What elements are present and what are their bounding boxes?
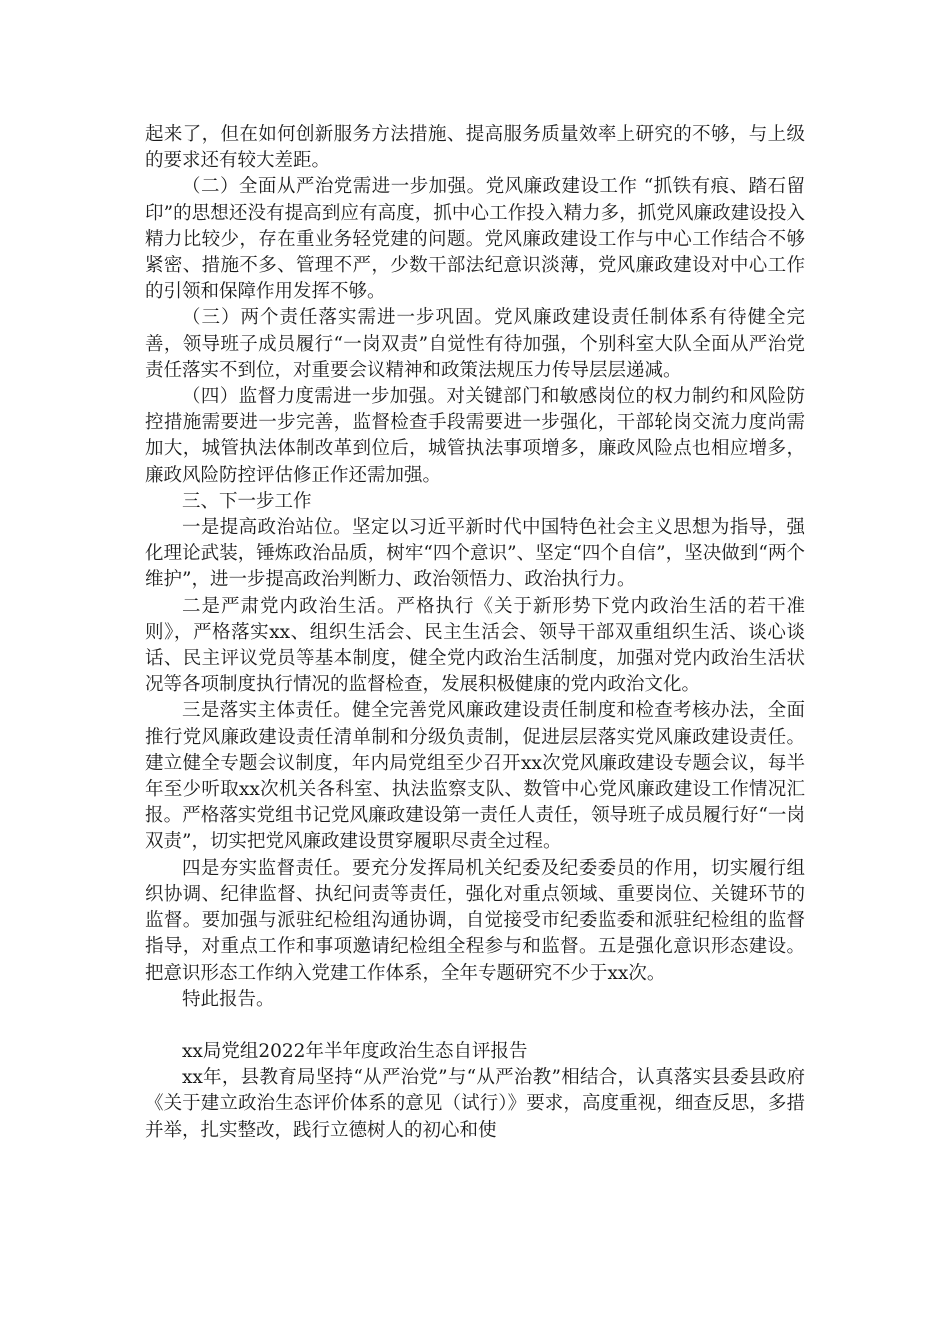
paragraph-step-1: 一是提高政治站位。坚定以习近平新时代中国特色社会主义思想为指导，强化理论武装，锤炼政治品质，树牢“四个意识”、坚定“四个自信”，坚决做到“两个维护”，进一步提高政治判断力、政治领悟力、政治执行力。 [145, 517, 805, 591]
second-report-title: xx局党组2022年半年度政治生态自评报告 [182, 1040, 528, 1062]
paragraph-step-3: 三是落实主体责任。健全完善党风廉政建设责任制度和检查考核办法，全面推行党风廉政建设责任清单制和分级负责制，促进层层落实党风廉政建设责任。建立健全专题会议制度，年内局党组至少召开xx次党风廉政建设专题会议，每半年至少听取xx次机关各科室、执法监察支队、数管中心党风廉政建设工作情况汇报。严格落实党组书记党风廉政建设第一责任人责任，领导班子成员履行好“一岗双责”，切实把党风廉政建设贯穿履职尽责全过程。 [145, 700, 805, 853]
paragraph-issue-4: （四）监督力度需进一步加强。对关键部门和敏感岗位的权力制约和风险防控措施需要进一步完善，监督检查手段需要进一步强化，干部轮岗交流力度尚需加大，城管执法体制改革到位后，城管执法事项增多，廉政风险点也相应增多，廉政风险防控评估修正作还需加强。 [145, 386, 805, 486]
blank-line [145, 1013, 805, 1039]
section-heading-next-steps: 三、下一步工作 [182, 490, 312, 512]
paragraph-continuation: 起来了，但在如何创新服务方法措施、提高服务质量效率上研究的不够，与上级的要求还有较大差距。 [145, 124, 805, 172]
paragraph-step-4: 四是夯实监督责任。要充分发挥局机关纪委及纪委委员的作用，切实履行组织协调、纪律监督、执纪问责等责任，强化对重点领域、重要岗位、关键环节的监督。要加强与派驻纪检组沟通协调，自觉接受市纪委监委和派驻纪检组的监督指导，对重点工作和事项邀请纪检组全程参与和监督。五是强化意识形态建设。把意识形态工作纳入党建工作体系，全年专题研究不少于xx次。 [145, 857, 805, 984]
paragraph-issue-2: （二）全面从严治党需进一步加强。党风廉政建设工作 “抓铁有痕、踏石留印”的思想还没有提高到应有高度，抓中心工作投入精力多，抓党风廉政建设投入精力比较少，存在重业务轻党建的问题。党风廉政建设工作与中心工作结合不够紧密、措施不多、管理不严，少数干部法纪意识淡薄，党风廉政建设对中心工作的引领和保障作用发挥不够。 [145, 176, 805, 303]
document-body [145, 122, 805, 1144]
closing-remark: 特此报告。 [182, 988, 275, 1010]
paragraph-second-report-intro: xx年，县教育局坚持“从严治党”与“从严治教”相结合，认真落实县委县政府《关于建立政治生态评价体系的意见（试行）》要求，高度重视，细查反思，多措并举，扎实整改，践行立德树人的初心和使 [145, 1067, 805, 1141]
paragraph-issue-3: （三）两个责任落实需进一步巩固。党风廉政建设责任制体系有待健全完善，领导班子成员履行“一岗双责”自觉性有待加强，个别科室大队全面从严治党责任落实不到位，对重要会议精神和政策法规压力传导层层递减。 [145, 307, 805, 381]
paragraph-step-2: 二是严肃党内政治生活。严格执行《关于新形势下党内政治生活的若干准则》，严格落实xx、组织生活会、民主生活会、领导干部双重组织生活、谈心谈话、民主评议党员等基本制度，健全党内政治生活制度，加强对党内政治生活状况等各项制度执行情况的监督检查，发展积极健康的党内政治文化。 [145, 595, 805, 696]
